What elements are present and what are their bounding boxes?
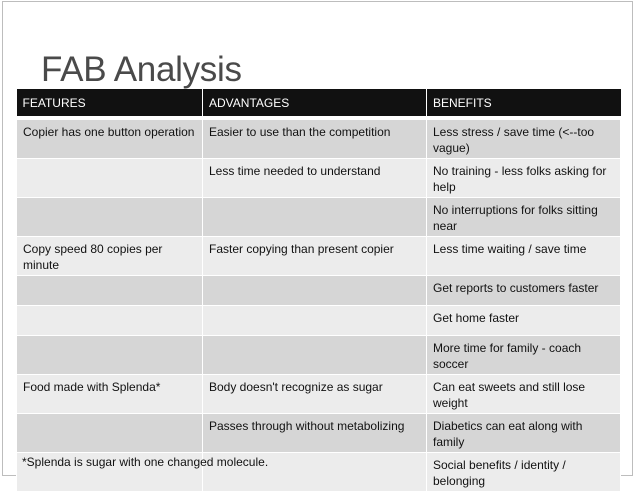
advantage-cell: Easier to use than the competition [203,118,427,159]
table-row [17,306,621,336]
advantage-cell [203,276,427,306]
benefit-cell: More time for family - coach soccer [427,336,621,375]
header-features: FEATURES [17,89,203,118]
table-row [17,336,621,375]
table-row [17,414,621,453]
table-row [17,276,621,306]
advantage-cell [203,306,427,336]
feature-cell [17,159,203,198]
benefit-cell: Can eat sweets and still lose weight [427,375,621,414]
feature-cell [17,414,203,453]
table-row [17,118,621,159]
benefit-cell: Get reports to customers faster [427,276,621,306]
benefit-cell: Social benefits / identity / belonging [427,453,621,492]
header-advantages: ADVANTAGES [203,89,427,118]
benefit-cell: Diabetics can eat along with family [427,414,621,453]
feature-cell [17,276,203,306]
feature-cell: Copy speed 80 copies per minute [17,237,203,276]
advantage-cell: Body doesn't recognize as sugar [203,375,427,414]
benefit-cell: No interruptions for folks sitting near [427,198,621,237]
fab-table [16,89,621,492]
advantage-cell: Less time needed to understand [203,159,427,198]
table-row [17,375,621,414]
feature-cell [17,306,203,336]
table-header-row [17,89,621,118]
advantage-cell [203,198,427,237]
slide-title: FAB Analysis [41,50,242,89]
feature-cell [17,198,203,237]
feature-cell [17,336,203,375]
table-row [17,159,621,198]
footnote: *Splenda is sugar with one changed molecule. [22,455,269,469]
advantage-cell: Passes through without metabolizing [203,414,427,453]
table-row [17,198,621,237]
header-benefits: BENEFITS [427,89,621,118]
advantage-cell [203,336,427,375]
feature-cell: Food made with Splenda* [17,375,203,414]
benefit-cell: Get home faster [427,306,621,336]
benefit-cell: Less time waiting / save time [427,237,621,276]
feature-cell: Copier has one button operation [17,118,203,159]
table-row [17,237,621,276]
benefit-cell: No training - less folks asking for help [427,159,621,198]
benefit-cell: Less stress / save time (<--too vague) [427,118,621,159]
advantage-cell: Faster copying than present copier [203,237,427,276]
